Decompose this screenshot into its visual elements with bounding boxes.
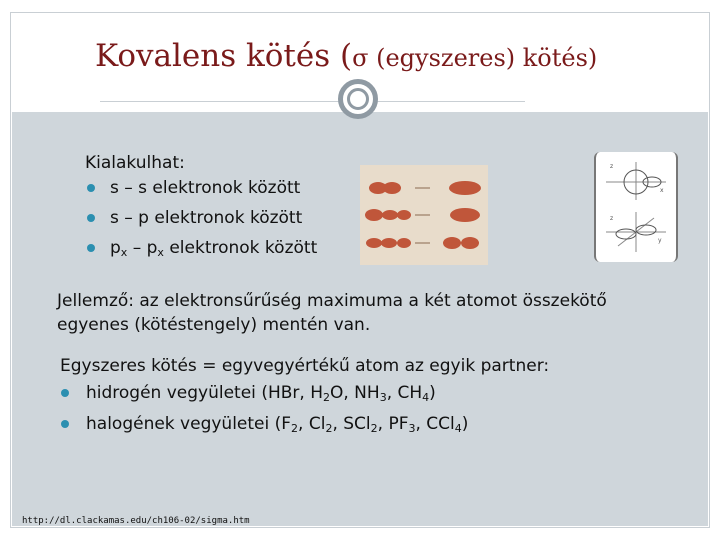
bullet-s-p: s – p elektronok között <box>110 208 303 228</box>
single-bond-heading: Egyszeres kötés = egyvegyértékű atom az egyik partner: <box>60 356 550 376</box>
bullet-icon <box>87 214 95 222</box>
p-p-overlap-row <box>366 237 479 249</box>
bullet-px-px: $p_x - p_x$ elektronok között <box>110 238 318 259</box>
hydrogen-compounds: hidrogén vegyületei (HBr, $H_2O$, $NH_3$, $CH_4$) <box>86 383 436 404</box>
intro-heading: Kialakulhat: <box>85 153 185 173</box>
bullet-s-s: s – s elektronok között <box>110 178 301 198</box>
bullet-icon <box>61 420 69 428</box>
s-s-sigma-diagram <box>604 158 668 202</box>
svg-text:z: z <box>610 163 614 170</box>
s-p-overlap-row <box>365 208 480 222</box>
bullet-icon <box>87 244 95 252</box>
halogen-compounds: halogének vegyületei ($F_2$, $Cl_2$, SCl$_2$, $PF_3$, CCl$_4$) <box>86 414 469 435</box>
svg-text:x: x <box>660 187 664 194</box>
divider-circle-icon <box>338 79 378 119</box>
s-s-overlap-row <box>369 181 481 195</box>
p-p-sigma-diagram <box>604 210 668 254</box>
orbital-overlap-image <box>360 165 488 265</box>
source-url: http://dl.clackamas.edu/ch106-02/sigma.htm <box>22 516 250 526</box>
characteristic-line-2: egyenes (kötéstengely) mentén van. <box>57 315 371 335</box>
svg-text:y: y <box>658 237 662 244</box>
characteristic-line-1: Jellemző: az elektronsűrűség maximuma a két atomot összekötő <box>57 291 607 311</box>
orbital-diagram-image <box>594 152 678 262</box>
title-divider <box>100 101 525 102</box>
svg-text:z: z <box>610 215 614 222</box>
bullet-icon <box>61 389 69 397</box>
bullet-icon <box>87 184 95 192</box>
slide-title: Kovalens kötés (σ (egyszeres) kötés) <box>95 38 598 74</box>
